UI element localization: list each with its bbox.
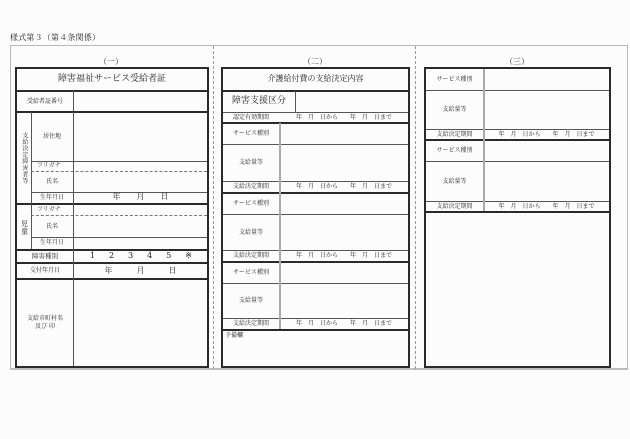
service-type-field[interactable]: [281, 124, 408, 144]
seal-label: 及び 印: [35, 323, 55, 330]
amount-label: 支給量等: [238, 228, 263, 236]
amount-field[interactable]: [485, 162, 609, 201]
decision-period-value[interactable]: 年 月 日から 年 月 日まで: [295, 183, 392, 191]
validity-period-label: 認定有効期間: [232, 113, 269, 121]
service-type-field[interactable]: [281, 263, 408, 283]
decision-period-label: 支給決定期間: [232, 320, 269, 328]
care-benefit-decision-table: [221, 67, 410, 368]
panel-1-number: （一）: [99, 57, 123, 66]
amount-field[interactable]: [281, 284, 408, 318]
child-furigana-label: フリガナ: [37, 206, 61, 214]
amount-field[interactable]: [485, 91, 609, 129]
decision-period-value[interactable]: 年 月 日から 年 月 日まで: [498, 130, 595, 138]
disability-type-options: [83, 251, 199, 262]
disability-option-1[interactable]: 1: [89, 251, 96, 261]
decision-period-label: 支給決定期間: [232, 183, 269, 191]
decision-period-value[interactable]: 年 月 日から 年 月 日まで: [295, 320, 392, 328]
amount-label: 支給量等: [238, 159, 263, 167]
decision-period-value[interactable]: 年 月 日から 年 月 日まで: [498, 202, 595, 210]
name-label: 氏名: [45, 178, 58, 186]
service-type-label: サービス種別: [232, 269, 269, 277]
decision-period-label: 支給決定期間: [232, 252, 269, 260]
birthdate-value[interactable]: 年 月 日: [112, 192, 169, 202]
disability-type-label: 障害種別: [32, 252, 58, 261]
child-name-field[interactable]: [74, 216, 207, 237]
decision-period-label: 支給決定期間: [436, 202, 473, 210]
amount-field[interactable]: [281, 215, 408, 250]
disability-option-5[interactable]: 5: [166, 251, 172, 261]
support-class-label: 障害支援区分: [231, 96, 286, 107]
service-type-field[interactable]: [485, 141, 609, 161]
decision-heading: 介護給付費の支給決定内容: [267, 74, 364, 84]
blank-area[interactable]: [426, 213, 609, 366]
child-name-label: 氏名: [45, 222, 58, 230]
panel-3-number: （三）: [505, 57, 529, 66]
disability-option-3[interactable]: 3: [128, 251, 134, 261]
child-furigana-field[interactable]: [74, 205, 207, 215]
service-type-label: サービス種別: [436, 147, 473, 155]
birthdate-label: 生年月日: [39, 193, 64, 201]
furigana-field[interactable]: [74, 161, 207, 171]
validity-period-value[interactable]: 年 月 日から 年 月 日まで: [295, 113, 392, 121]
recipient-number-field[interactable]: [73, 92, 207, 111]
recipient-certificate-table: [15, 67, 209, 368]
support-class-field[interactable]: [296, 92, 408, 112]
form-title: 様式第３（第４条関係）: [10, 33, 101, 42]
disability-option-note[interactable]: ※: [185, 251, 192, 261]
service-type-label: サービス種別: [436, 75, 473, 83]
panel-divider: [213, 46, 214, 369]
service-type-label: サービス種別: [232, 200, 269, 208]
remarks-label: 予備欄: [225, 331, 244, 339]
municipality-label: 支給市町村名: [26, 315, 63, 323]
municipality-seal-field[interactable]: [74, 280, 207, 366]
amount-label: 支給量等: [442, 106, 467, 114]
issue-date-label: 交付年月日: [29, 267, 60, 275]
recipient-number-label: 受給者証番号: [26, 97, 63, 105]
furigana-label: フリガナ: [37, 162, 61, 170]
child-group-label: 児童: [20, 219, 29, 235]
service-type-field[interactable]: [485, 69, 609, 90]
applicant-group-label: 支給決定障害者等: [20, 132, 28, 184]
certificate-heading: 障害福祉サービス受給者証: [57, 73, 166, 84]
decision-period-label: 支給決定期間: [436, 130, 473, 138]
panel-2-number: （二）: [303, 57, 327, 66]
child-birthdate-label: 生年月日: [39, 239, 64, 247]
amount-label: 支給量等: [442, 177, 467, 185]
service-type-field[interactable]: [281, 194, 408, 214]
name-field[interactable]: [74, 172, 207, 192]
disability-option-2[interactable]: 2: [109, 251, 115, 261]
child-birthdate-field[interactable]: [74, 237, 207, 249]
amount-field[interactable]: [281, 145, 408, 181]
address-label: 居住地: [42, 133, 61, 141]
amount-label: 支給量等: [238, 297, 263, 305]
additional-services-table: [424, 67, 611, 368]
decision-period-value[interactable]: 年 月 日から 年 月 日まで: [295, 252, 392, 260]
disability-option-4[interactable]: 4: [147, 251, 153, 261]
address-field[interactable]: [74, 113, 207, 161]
issue-date-value[interactable]: 年 月 日: [104, 265, 177, 275]
municipality-seal-label: [17, 280, 73, 366]
panel-divider: [415, 46, 416, 369]
service-type-label: サービス種別: [232, 130, 269, 138]
remarks-field[interactable]: [223, 341, 408, 366]
